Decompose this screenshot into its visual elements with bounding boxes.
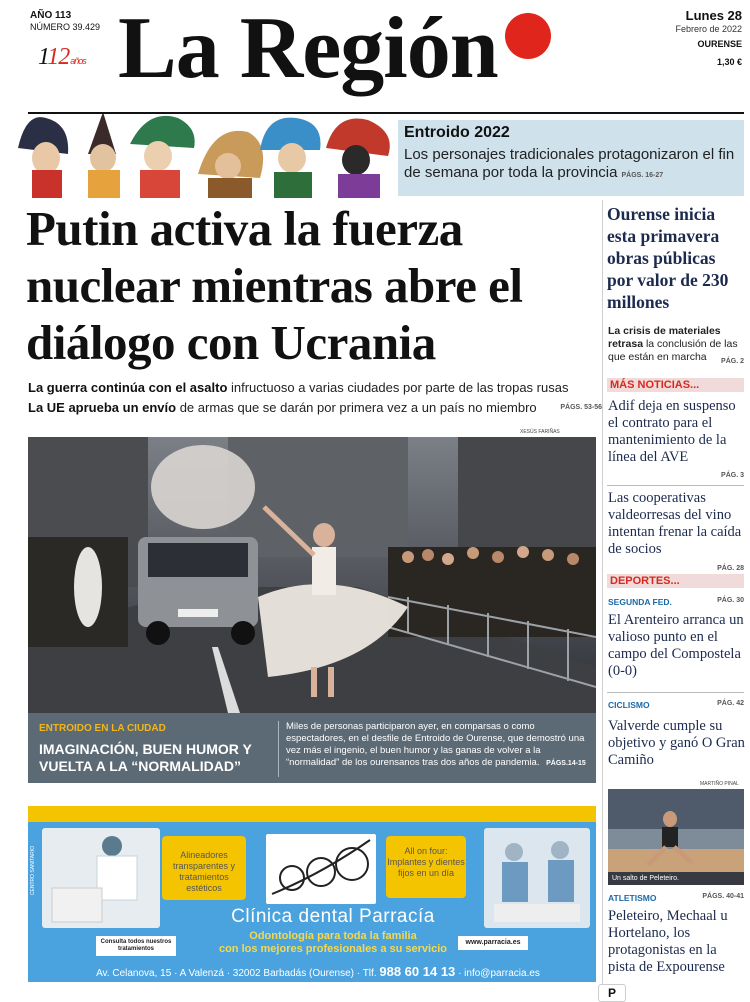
ad-card-implants-text: All on four: Implantes y dientes fijos en un día — [387, 846, 465, 878]
sub1-bold: La guerra continúa con el asalto — [28, 380, 228, 395]
lead-pages: PÁGS. 53-56 — [560, 404, 602, 411]
dentist-photo — [42, 828, 160, 928]
ad-card-aligners — [162, 836, 246, 900]
caption-text — [286, 721, 586, 769]
banner-body: Los personajes tradicionales protagonizaron el fin de semana por toda la provincia — [404, 146, 735, 181]
kicker-ciclismo-pages: PÁG. 42 — [717, 700, 744, 707]
kicker-segunda-fed: SEGUNDA FED. — [608, 597, 672, 607]
entroido-banner[interactable] — [0, 114, 750, 198]
right-sub-pages: PÁG. 2 — [721, 358, 744, 365]
anniversary-word: años — [70, 56, 86, 66]
sub2-rest: de armas que se darán por primera vez a un país no miembro — [176, 400, 537, 415]
anniversary-badge — [38, 44, 86, 71]
story-adif[interactable]: Adif deja en suspenso el contrato para el mantenimiento de la línea del AVE — [608, 398, 736, 465]
dental-clinic-ad[interactable] — [28, 806, 596, 982]
sub1-rest: infructuoso a varias ciudades por parte de las tropas rusas — [227, 380, 569, 395]
banner-pages: PÁGS. 16-27 — [621, 172, 664, 179]
lead-subhead-2 — [28, 400, 602, 415]
kicker-atletismo-pages: PÁGS. 40-41 — [702, 893, 744, 900]
right-sub-rest: la conclusión de las que están en marcha — [608, 338, 738, 363]
divider-2 — [607, 692, 744, 693]
sports-bar[interactable]: DEPORTES... — [607, 574, 744, 588]
caption-title[interactable]: IMAGINACIÓN, BUEN HUMOR Y VUELTA A LA “NORMALIDAD” — [39, 741, 252, 774]
lead-headline[interactable]: Putin activa la fuerza nuclear mientras abre el diálogo con Ucrania — [26, 201, 523, 370]
long-jump-photo[interactable] — [608, 789, 744, 885]
photo-caption-box — [28, 713, 596, 783]
caption-divider — [278, 721, 279, 777]
divider-1 — [607, 485, 744, 486]
photo-credit: XESÚS FARIÑAS — [520, 429, 560, 435]
ad-address-text: Av. Celanova, 15 · A Valenzá · 32002 Barbadás (Ourense) · Tlf. — [96, 968, 377, 979]
story-peleteiro[interactable]: Peleteiro, Mechaal u Hortelano, los protagonistas en la pista de Expourense — [608, 908, 728, 975]
kicker-segunda-fed-pages: PÁG. 30 — [717, 597, 744, 604]
sub2-bold: La UE aprueba un envío — [28, 400, 177, 415]
story-cooperatives-pages: PÁG. 28 — [717, 565, 744, 572]
caption-body: Miles de personas participaron ayer, en comparsas o como espectadores, en el desfile de Entroido de Ourense, que demostró una vez más el ingenio, el buen humor y las ganas de volver a la “normalidad” de los ourensanos tras dos años de pandemia. — [286, 721, 585, 768]
ad-card-aligners-text: Alineadores transparentes y tratamientos estéticos — [172, 850, 236, 893]
story-cooperatives[interactable]: Las cooperativas valdeorresas del vino intentan frenar la caída de socios — [608, 490, 742, 557]
right-photo-credit: MARTIÑO PINAL — [700, 781, 739, 787]
ad-slogan — [178, 930, 488, 956]
more-news-bar[interactable]: MÁS NOTICIAS... — [607, 378, 744, 392]
masthead — [0, 0, 750, 112]
ad-consult-label: Consulta todos nuestros tratamientos — [96, 936, 176, 956]
carnival-masks-illustration — [8, 114, 402, 198]
edition: OURENSE — [697, 39, 742, 49]
date-info — [652, 8, 742, 67]
issue-number: NÚMERO 39.429 — [30, 22, 101, 32]
caption-kicker: ENTROIDO EN LA CIUDAD — [39, 723, 166, 734]
carnival-parade-photo[interactable] — [28, 437, 596, 713]
kicker-atletismo: ATLETISMO — [608, 893, 657, 903]
right-headline[interactable]: Ourense inicia esta primavera obras públicas por valor de 230 millones — [607, 204, 729, 312]
newspaper-logo[interactable]: La Región — [118, 0, 498, 97]
pressreader-icon[interactable]: P — [598, 984, 626, 1002]
anniversary-digit-1: 1 — [38, 44, 48, 70]
kicker-ciclismo: CICLISMO — [608, 700, 650, 710]
ad-phone[interactable]: 988 60 14 13 — [379, 964, 456, 979]
surgery-photo — [484, 828, 590, 928]
day: Lunes 28 — [685, 8, 742, 23]
ad-website[interactable]: www.parracia.es — [458, 936, 528, 950]
price: 1,30 € — [716, 57, 742, 67]
caption-pages: PÁGS.14-15 — [546, 760, 586, 767]
ad-email[interactable]: · info@parracia.es — [458, 968, 540, 979]
banner-textbox — [398, 120, 744, 196]
logo-red-dot — [505, 13, 551, 59]
column-rule — [602, 200, 603, 990]
right-sub-bold: La crisis de materiales retrasa — [608, 325, 721, 350]
year-label: AÑO 113 — [30, 10, 72, 21]
story-arenteiro[interactable]: El Arenteiro arranca un valioso punto en el campo del Compostela (0-0) — [608, 612, 744, 679]
ad-slogan-line-1: Odontología para toda la familia — [249, 930, 417, 942]
banner-text — [404, 146, 738, 182]
story-adif-pages: PÁG. 3 — [721, 472, 744, 479]
right-photo-caption: Un salto de Peleteiro. — [608, 872, 744, 885]
issue-info — [30, 10, 120, 32]
ad-slogan-line-2: con los mejores profesionales a su servicio — [218, 943, 448, 955]
anniversary-digit-2: 12 — [47, 44, 70, 70]
story-valverde[interactable]: Valverde cumple su objetivo y ganó O Gran Camiño — [608, 718, 745, 768]
ad-top-strip — [28, 806, 596, 822]
ad-card-implants — [386, 836, 466, 898]
date: Febrero de 2022 — [675, 24, 742, 34]
ad-address — [68, 964, 568, 979]
ad-logo-smile — [266, 834, 376, 904]
lead-subhead-1 — [28, 380, 602, 395]
banner-title: Entroido 2022 — [404, 124, 510, 141]
ad-vertical-text: CENTRO SANITARIO — [30, 846, 36, 896]
ad-clinic-name: Clínica dental Parracía — [231, 906, 435, 927]
